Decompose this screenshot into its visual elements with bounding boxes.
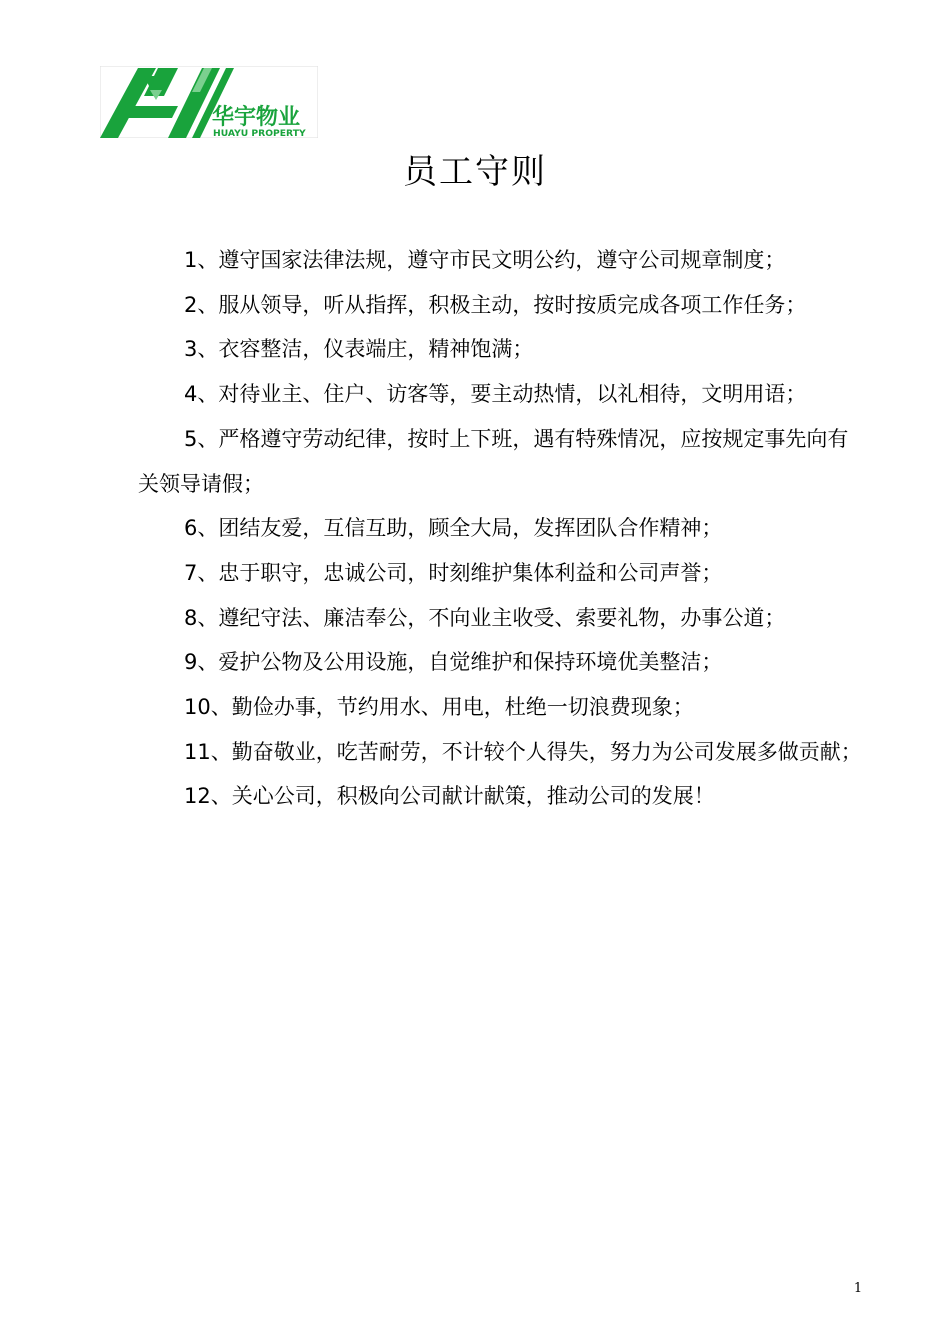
company-logo — [100, 66, 318, 138]
page-title: 员工守则 — [403, 152, 547, 192]
list-item: 2、服从领导，听从指挥，积极主动，按时按质完成各项工作任务； — [184, 292, 807, 317]
list-item: 10、勤俭办事，节约用水、用电，杜绝一切浪费现象； — [184, 695, 694, 720]
list-item: 1、遵守国家法律法规，遵守市民文明公约，遵守公司规章制度； — [184, 248, 786, 272]
list-item: 8、遵纪守法、廉洁奉公，不向业主收受、索要礼物，办事公道； — [184, 605, 786, 630]
page-number: 1 — [853, 1281, 863, 1296]
list-item: 6、团结友爱，互信互助，顾全大局，发挥团队合作精神； — [184, 516, 723, 541]
huayu-logo-icon — [100, 66, 318, 138]
list-item: 12、关心公司，积极向公司献计献策，推动公司的发展！ — [184, 784, 715, 809]
list-item: 9、爱护公物及公用设施，自觉维护和保持环境优美整洁； — [184, 650, 723, 675]
logo-name-cn: 华宇物业 — [212, 105, 301, 130]
list-item: 5、严格遵守劳动纪律，按时上下班，遇有特殊情况，应按规定事先向有关领导请假； — [138, 426, 849, 496]
list-item: 3、衣容整洁，仪表端庄，精神饱满； — [184, 337, 534, 362]
list-item: 11、勤奋敬业，吃苦耐劳，不计较个人得失，努力为公司发展多做贡献； — [184, 739, 862, 764]
logo-name-en: HUAYU PROPERTY — [213, 128, 306, 138]
list-item: 7、忠于职守，忠诚公司，时刻维护集体利益和公司声誉； — [184, 560, 723, 585]
rules-list — [138, 238, 864, 819]
list-item: 4、对待业主、住户、访客等，要主动热情，以礼相待，文明用语； — [184, 382, 807, 407]
